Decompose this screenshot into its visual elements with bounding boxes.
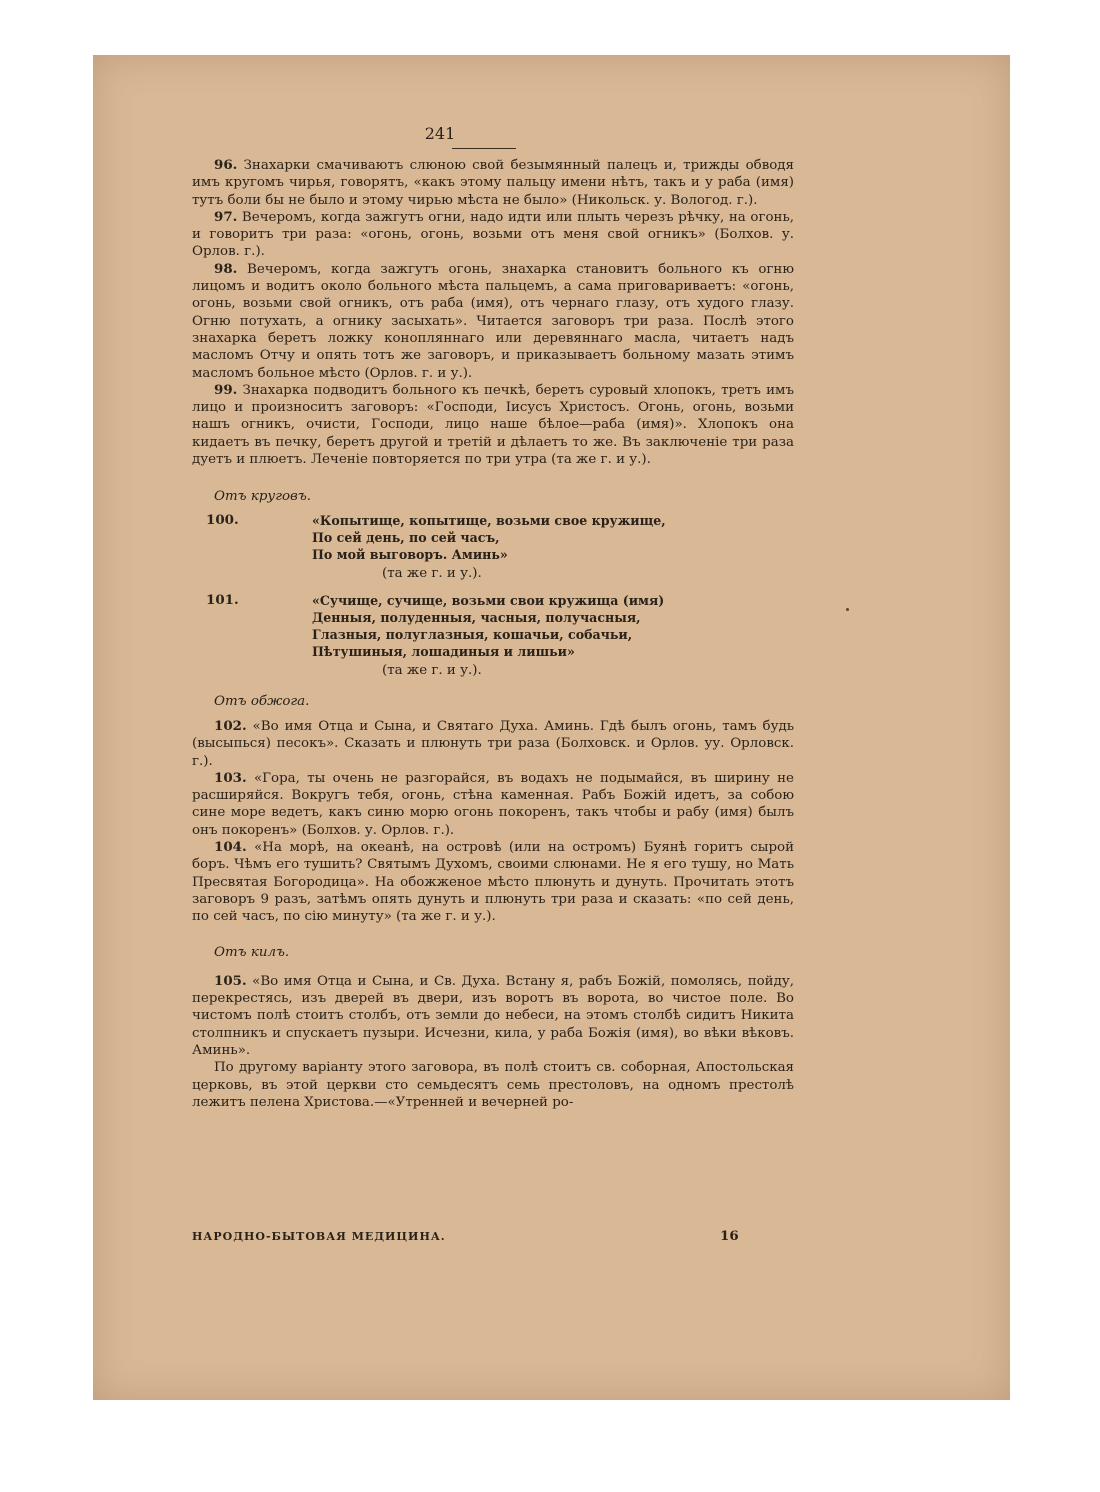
page-speck [846, 608, 849, 611]
entry-number: 99. [214, 381, 238, 398]
page-number-rule [452, 148, 516, 149]
page-footer [192, 1230, 794, 1243]
signature-mark: 16 [720, 1228, 739, 1244]
entry-number: 103. [214, 769, 247, 786]
entry-text: Знахарка подводитъ больного къ печкѣ, беретъ суровый хлопокъ, третъ имъ лицо и произноситъ заговоръ: «Господи, Іисусъ Христосъ. Огонь, огонь, возьми нашъ огникъ, очисти, Господи, лицо наше бѣлое—раба (имя)». Хлопокъ она кидаетъ въ печку, беретъ другой и третій и дѣлаетъ то же. Въ заключеніе три раза дуетъ и плюетъ. Леченіе повторяется по три утра (та же г. и у.). [192, 382, 794, 468]
entry-text: «На морѣ, на океанѣ, на островѣ (или на остромъ) Буянѣ горитъ сырой боръ. Чѣмъ его тушить? Святымъ Духомъ, своими слюнами. Не я его тушу, но Мать Пресвятая Богородица». На обожженое мѣсто плюнуть и дунуть. Прочитать этотъ заговоръ 9 разъ, затѣмъ опять дунуть и плюнуть три раза и сказать: «по сей день, по сей часъ, по сію минуту» (та же г. и у.). [192, 840, 794, 925]
entry-99 [192, 382, 794, 468]
entry-102 [192, 718, 794, 770]
entry-number: 104. [214, 839, 247, 856]
entry-number: 105. [214, 972, 247, 989]
entry-98 [192, 261, 794, 382]
verse-line: Пѣтушиныя, лошадиныя и лишьи» [312, 643, 575, 659]
entry-number: 98. [214, 260, 238, 277]
entry-103 [192, 770, 794, 839]
verse-line: Денныя, полуденныя, часныя, получасныя, [312, 609, 641, 625]
verse-source: (та же г. и у.). [382, 662, 482, 678]
page-content [192, 157, 794, 1111]
section-heading-kil: Отъ килъ. [214, 944, 290, 960]
verse-line: По сей день, по сей часъ, [312, 529, 500, 545]
verse-lines [312, 592, 794, 660]
entry-96 [192, 157, 794, 209]
section-heading-obzhoga: Отъ обжога. [214, 693, 310, 709]
verse-number: 101. [206, 591, 239, 608]
verse-line: «Сучище, сучище, возьми свои кружища (имя) [312, 592, 665, 608]
verse-source: (та же г. и у.). [382, 565, 482, 581]
verse-line: «Копытище, копытище, возьми свое кружище, [312, 512, 666, 528]
verse-101 [192, 592, 794, 679]
footer-title: НАРОДНО-БЫТОВАЯ МЕДИЦИНА. [192, 1230, 446, 1243]
entry-text: Вечеромъ, когда зажгутъ огонь, знахарка становитъ больного къ огню лицомъ и водитъ около больного мѣста пальцемъ, а сама приговариваетъ: «огонь, огонь, возьми свой огникъ, отъ раба (имя), отъ чернаго глазу, отъ худого глазу. Огню потухать, а огнику засыхать». Читается заговоръ три раза. Послѣ этого знахарка беретъ ложку конопляннаго или деревяннаго масла, читаетъ надъ масломъ Отчу и опять тотъ же заговоръ, и приказываетъ больному мазать этимъ масломъ больное мѣсто (Орлов. г. и у.). [192, 261, 794, 381]
entry-text: «Гора, ты очень не разгорайся, въ водахъ не подымайся, въ ширину не расширяйся. Вокругъ тебя, огонь, стѣна каменная. Рабъ Божій идетъ, за собою сине море ведетъ, какъ синю морю огонь покоренъ, такъ чтобы и рабу (имя) былъ онъ покоренъ» (Болхов. у. Орлов. г.). [192, 770, 794, 838]
entry-text: Вечеромъ, когда зажгутъ огни, надо идти или плыть черезъ рѣчку, на огонь, и говоритъ три раза: «огонь, огонь, возьми отъ меня свой огникъ» (Болхов. у. Орлов. г.). [192, 209, 794, 260]
entry-105 [192, 973, 794, 1059]
section-heading-krugov: Отъ круговъ. [214, 489, 311, 505]
entry-number: 96. [214, 157, 238, 173]
entry-104 [192, 839, 794, 925]
final-paragraph: По другому варіанту этого заговора, въ полѣ стоитъ св. соборная, Апостольская церковь, въ этой церкви сто семьдесятъ семь престоловъ, на одномъ престолѣ лежитъ пелена Христова.—«Утренней и вечерней ро- [192, 1060, 794, 1110]
verse-100 [192, 512, 794, 582]
entry-text: «Во имя Отца и Сына, и Святаго Духа. Аминь. Гдѣ былъ огонь, тамъ будь (высыпься) песокъ». Сказать и плюнуть три раза (Болховск. и Орлов. уу. Орловск. г.). [192, 718, 794, 769]
entry-number: 102. [214, 717, 247, 734]
verse-lines [312, 512, 794, 563]
verse-line: По мой выговоръ. Аминь» [312, 546, 508, 562]
page-number: 241 [424, 124, 456, 143]
entry-text: Знахарки смачиваютъ слюною свой безымянный палецъ и, трижды обводя имъ кругомъ чирья, говорятъ, «какъ этому пальцу имени нѣтъ, такъ и у раба (имя) тутъ боли бы не было и этому чирью мѣста не было» (Никольск. у. Вологод. г.). [192, 158, 794, 208]
entry-97 [192, 209, 794, 261]
entry-number: 97. [214, 208, 238, 225]
verse-line: Глазныя, полуглазныя, кошачьи, собачьи, [312, 626, 633, 642]
verse-number: 100. [206, 511, 239, 528]
entry-text: «Во имя Отца и Сына, и Св. Духа. Встану я, рабъ Божій, помолясь, пойду, перекрестясь, изъ дверей въ двери, изъ воротъ въ ворота, во чистое поле. Во чистомъ полѣ стоитъ столбъ, отъ земли до небеси, на этомъ столбѣ сидитъ Никита столпникъ и спускаетъ пузыри. Исчезни, кила, у раба Божія (имя), во вѣки вѣковъ. Аминь». [192, 973, 794, 1058]
